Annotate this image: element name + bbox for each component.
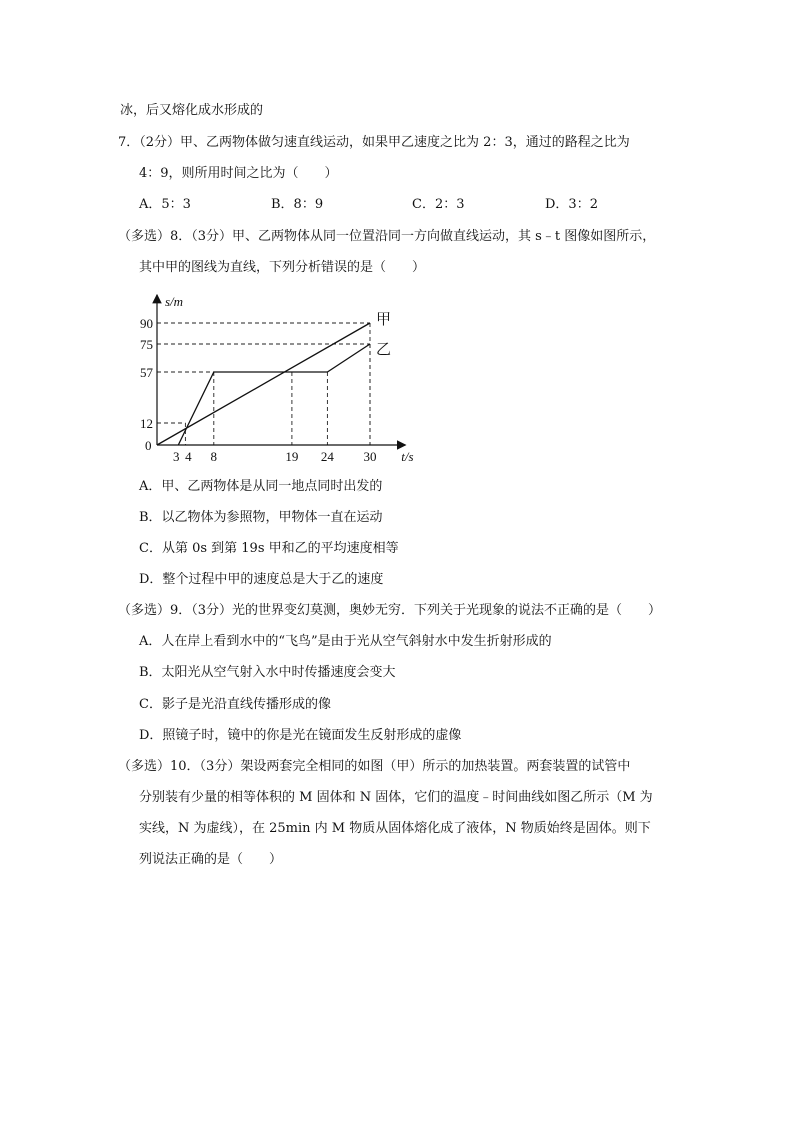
q7-option-a: A．5：3 — [139, 197, 191, 212]
st-graph — [130, 285, 430, 470]
q9-stem: （多选）9．（3分）光的世界变幻莫测，奥妙无穷．下列关于光现象的说法不正确的是（ ） — [118, 603, 662, 618]
y-tick-label: 57 — [140, 365, 153, 380]
q9-option-b: B．太阳光从空气射入水中时传播速度会变大 — [139, 665, 396, 680]
q10-stem-line4: 列说法正确的是（ ） — [139, 852, 283, 867]
q7-stem-line2: 4：9，则所用时间之比为（ ） — [139, 166, 338, 181]
q10-stem-line3: 实线，N 为虚线），在 25min 内 M 物质从固体熔化成了液体，N 物质始终是固体。则下 — [139, 821, 651, 836]
q8-stem-line1: （多选）8．（3分）甲、乙两物体从同一位置沿同一方向做直线运动，其 s﹣t 图像如图所示， — [118, 229, 656, 244]
y-tick-label: 75 — [140, 337, 153, 352]
q8-option-d: D．整个过程中甲的速度总是大于乙的速度 — [139, 572, 384, 587]
q8-option-b: B．以乙物体为参照物，甲物体一直在运动 — [139, 510, 383, 525]
q8-option-c: C．从第 0s 到第 19s 甲和乙的平均速度相等 — [139, 541, 399, 556]
q7-option-b: B．8：9 — [271, 197, 324, 212]
y-tick-label: 12 — [140, 416, 153, 431]
q9-option-d: D．照镜子时，镜中的你是光在镜面发生反射形成的虚像 — [139, 728, 462, 743]
origin-label: 0 — [145, 438, 152, 453]
series-line-yi — [178, 344, 370, 445]
series-label-yi: 乙 — [376, 342, 392, 358]
x-axis-label: t/s — [401, 449, 414, 464]
q7-stem-line1: 7．（2分）甲、乙两物体做匀速直线运动，如果甲乙速度之比为 2：3，通过的路程之比为 — [118, 135, 630, 150]
x-tick-label: 3 — [173, 449, 180, 464]
q10-stem-line2: 分别装有少量的相等体积的 M 固体和 N 固体，它们的温度﹣时间曲线如图乙所示（M 为 — [139, 790, 653, 805]
x-tick-label: 4 — [185, 449, 192, 464]
y-tick-label: 90 — [140, 316, 153, 331]
q7-option-c: C．2：3 — [412, 197, 465, 212]
q10-stem-line1: （多选）10．（3分）架设两套完全相同的如图（甲）所示的加热装置。两套装置的试管中 — [118, 759, 631, 774]
x-tick-label: 30 — [363, 449, 377, 464]
q8-stem-line2: 其中甲的图线为直线，下列分析错误的是（ ） — [139, 260, 426, 275]
x-tick-label: 8 — [210, 449, 218, 464]
q9-option-c: C．影子是光沿直线传播形成的像 — [139, 697, 331, 712]
x-tick-label: 19 — [285, 449, 299, 464]
q7-option-d: D．3：2 — [545, 197, 598, 212]
series-line-jia — [157, 323, 370, 445]
intro-line: 冰，后又熔化成水形成的 — [120, 103, 264, 118]
series-label-jia: 甲 — [376, 312, 392, 328]
q9-option-a: A．人在岸上看到水中的“飞鸟”是由于光从空气斜射水中发生折射形成的 — [139, 634, 552, 649]
q8-option-a: A．甲、乙两物体是从同一地点同时出发的 — [139, 479, 383, 494]
y-axis-label: s/m — [165, 294, 184, 309]
x-tick-label: 24 — [320, 449, 334, 464]
